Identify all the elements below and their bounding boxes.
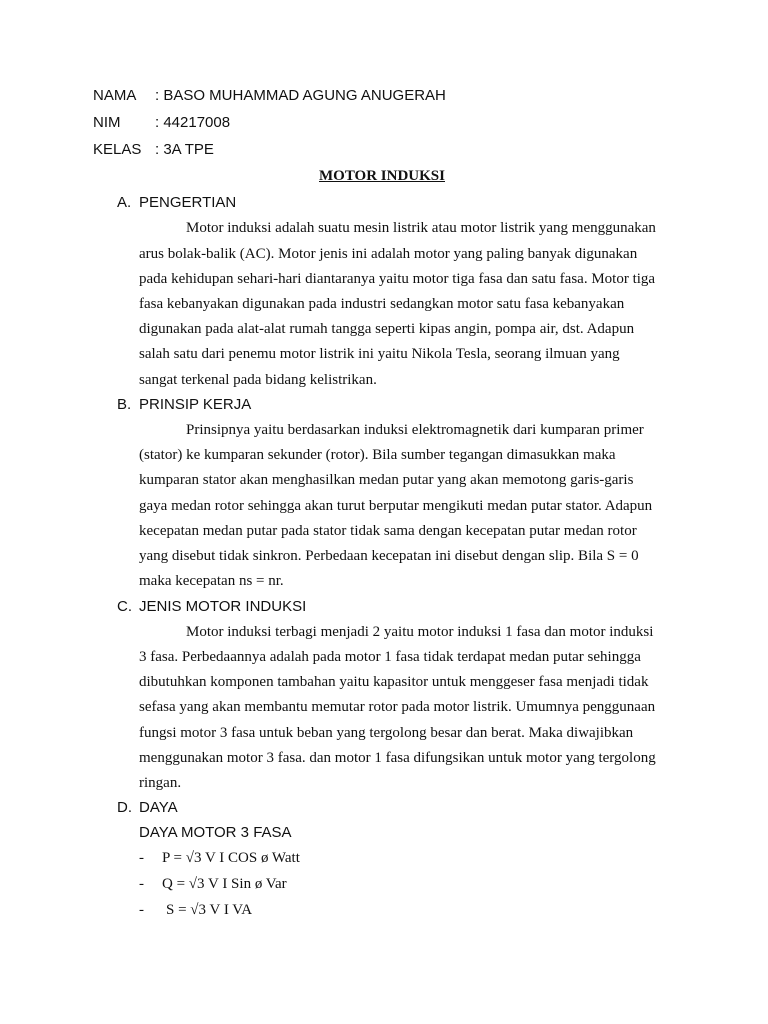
formula-q: Q = √3 V I Sin ø Var <box>162 876 287 892</box>
paragraph-line: arus bolak-balik (AC). Motor jenis ini adalah motor yang paling banyak digunakan <box>139 246 638 262</box>
daya-subheading: DAYA MOTOR 3 FASA <box>139 824 292 841</box>
list-dash: - <box>139 850 144 866</box>
paragraph-line: sefasa yang akan membantu memutar rotor pada motor listrik. Umumnya penggunaan <box>139 699 656 715</box>
paragraph-line: ringan. <box>139 775 182 791</box>
paragraph-line: maka kecepatan ns = nr. <box>139 573 284 589</box>
paragraph-line: 3 fasa. Perbedaannya adalah pada motor 1 fasa tidak terdapat medan putar sehingga <box>139 649 641 665</box>
paragraph-line: Motor induksi adalah suatu mesin listrik atau motor listrik yang menggunakan <box>186 220 656 236</box>
paragraph-line: menggunakan motor 3 fasa. dan motor 1 fasa difungsikan untuk motor yang tergolong <box>139 750 656 766</box>
paragraph-line: (stator) ke kumparan sekunder (rotor). Bila sumber tegangan dimasukkan maka <box>139 447 616 463</box>
paragraph-line: digunakan pada alat-alat rumah tangga seperti kipas angin, pompa air, dst. Adapun <box>139 321 635 337</box>
paragraph-line: salah satu dari penemu motor listrik ini yaitu Nikola Tesla, seorang ilmuan yang <box>139 346 620 362</box>
section-c-heading: JENIS MOTOR INDUKSI <box>139 598 307 615</box>
paragraph-line: fungsi motor 3 fasa untuk beban yang tergolong besar dan berat. Maka diwajibkan <box>139 725 634 741</box>
nama-value: : BASO MUHAMMAD AGUNG ANUGERAH <box>155 87 446 104</box>
paragraph-line: kumparan stator akan menghasilkan medan putar yang akan memotong garis-garis <box>139 472 634 488</box>
nim-label: NIM <box>93 114 121 131</box>
section-d-heading: DAYA <box>139 799 178 816</box>
paragraph-line: kecepatan medan putar pada stator tidak sama dengan kecepatan putar medan rotor <box>139 523 637 539</box>
section-c-marker: C. <box>117 598 132 615</box>
kelas-value: : 3A TPE <box>155 141 214 158</box>
paragraph-line: sangat terkenal pada bidang kelistrikan. <box>139 372 377 388</box>
kelas-label: KELAS <box>93 141 142 158</box>
list-dash: - <box>139 876 144 892</box>
paragraph-line: dibutuhkan komponen tambahan yaitu kapasitor untuk menggeser fasa menjadi tidak <box>139 674 649 690</box>
paragraph-line: Motor induksi terbagi menjadi 2 yaitu motor induksi 1 fasa dan motor induksi <box>186 624 654 640</box>
formula-p: P = √3 V I COS ø Watt <box>162 850 300 866</box>
section-b-marker: B. <box>117 396 132 413</box>
paragraph-line: pada kehidupan sehari-hari diantaranya yaitu motor tiga fasa dan satu fasa. Motor tiga <box>139 271 656 287</box>
section-b-heading: PRINSIP KERJA <box>139 396 252 413</box>
document-title: MOTOR INDUKSI <box>319 168 445 184</box>
section-d-marker: D. <box>117 799 132 816</box>
paragraph-line: Prinsipnya yaitu berdasarkan induksi elektromagnetik dari kumparan primer <box>186 422 644 438</box>
paragraph-line: yang disebut tidak sinkron. Perbedaan kecepatan ini disebut dengan slip. Bila S = 0 <box>139 548 639 564</box>
paragraph-line: fasa kebanyakan digunakan pada industri sedangkan motor satu fasa kebanyakan <box>139 296 625 312</box>
nama-label: NAMA <box>93 87 137 104</box>
paragraph-line: gaya medan rotor sehingga akan turut berputar mengikuti medan putar stator. Adapun <box>139 498 653 514</box>
section-a-marker: A. <box>117 194 132 211</box>
formula-s: S = √3 V I VA <box>166 902 253 918</box>
list-dash: - <box>139 902 144 918</box>
nim-value: : 44217008 <box>155 114 231 131</box>
section-a-heading: PENGERTIAN <box>139 194 237 211</box>
